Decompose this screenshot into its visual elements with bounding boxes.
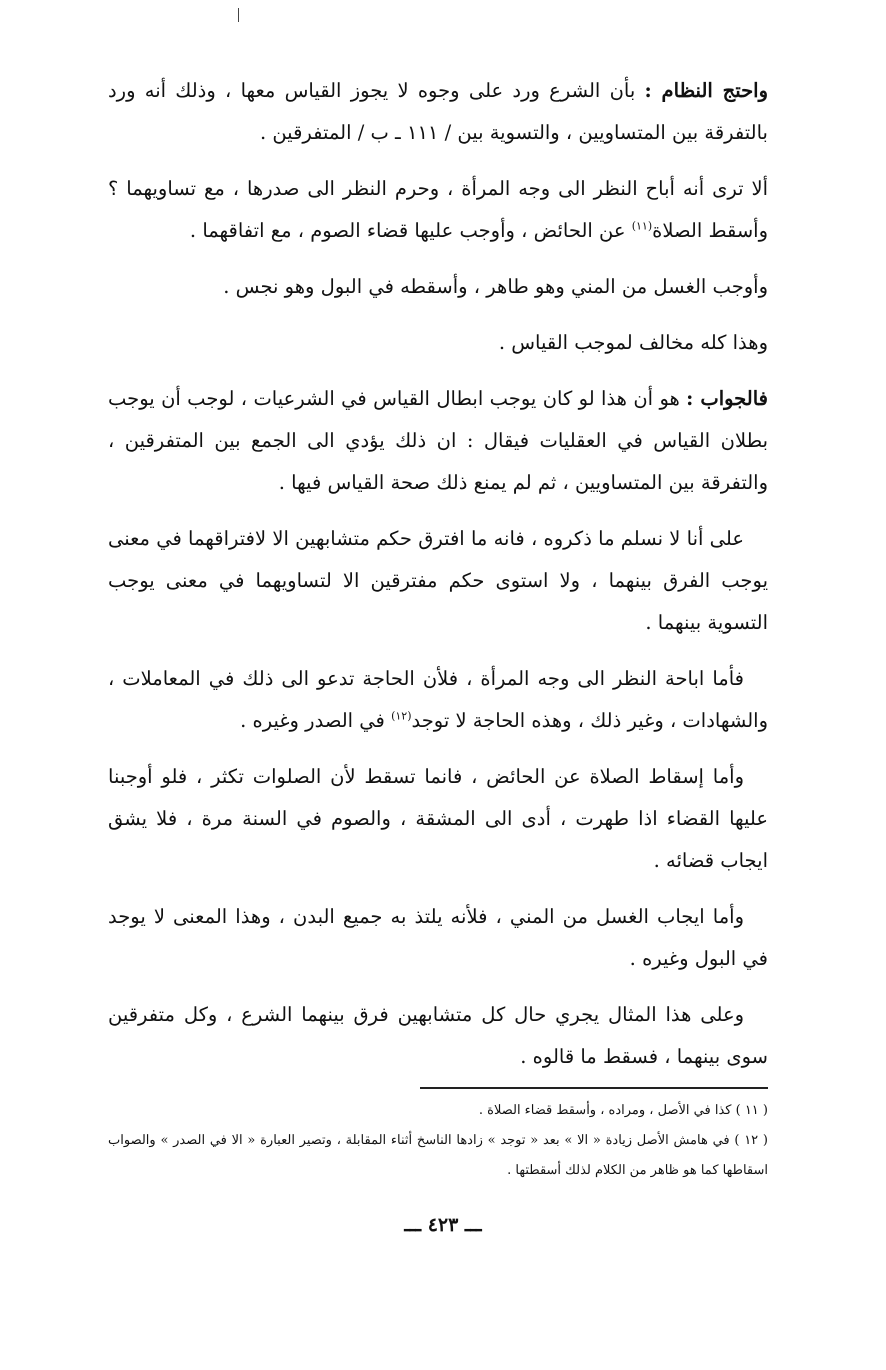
footnote-12: ( ١٢ ) في هامش الأصل زيادة « الا » بعد « توجد » زادها الناسخ أثناء المقابلة ، وتصير العبارة « الا في الصدر » والصواب اسقاطها كما هو ظاهر من الكلام لذلك أسقطتها . [108,1133,768,1178]
paragraph-text: ألا ترى أنه أباح النظر الى وجه المرأة ، وحرم النظر الى صدرها ، مع تساويهما ؟ وأسقط الصلاة [108,177,768,242]
paragraph-text: بأن الشرع ورد على وجوه لا يجوز القياس معها ، وذلك أنه ورد بالتفرقة بين المتساويين ، والتسوية بين / ١١١ ـ ب / المتفرقين . [108,79,768,144]
paragraph-text: هو أن هذا لو كان يوجب ابطال القياس في الشرعيات ، لوجب أن يوجب بطلان القياس في العقليات فيقال : ان ذلك يؤدي الى الجمع بين المتفرقين ، والتفرقة بين المتساويين ، ثم لم يمنع ذلك صحة القياس فيها . [108,387,768,494]
paragraph-text: وعلى هذا المثال يجري حال كل متشابهين فرق بينهما الشرع ، وكل متفرقين سوى بينهما ، فسقط ما قالوه . [108,1003,768,1068]
paragraph-nazzam-argument [108,70,768,154]
footnote-11: ( ١١ ) كذا في الأصل ، ومراده ، وأسقط قضاء الصلاة . [478,1103,768,1118]
paragraph-ghusl [108,266,768,308]
paragraph-text: وأما ايجاب الغسل من المني ، فلأنه يلتذ به جميع البدن ، وهذا المعنى لا يوجد في البول وغيره . [108,905,768,970]
keyword-lead: فالجواب : [686,387,768,410]
page-number: ـــ ٤٢٣ ـــ [404,1214,482,1236]
footnote-divider [420,1087,768,1089]
paragraph-text: وأما إسقاط الصلاة عن الحائض ، فانما تسقط لأن الصلوات تكثر ، فلو أوجبنا عليها القضاء اذا طهرت ، أدى الى المشقة ، والصوم في السنة مرة ، فلا يشق ايجاب قضائه . [108,765,768,872]
paragraph-text: فأما اباحة النظر الى وجه المرأة ، فلأن الحاجة تدعو الى ذلك في المعاملات ، والشهادات ، وغير ذلك ، وهذه الحاجة لا توجد [108,667,768,732]
paragraph-prayer-drop [108,756,768,882]
paragraph-ghusl-reason [108,896,768,980]
scan-mark [238,8,239,22]
footnote-ref-12: (١٢) [391,709,412,723]
paragraph-text-tail: في الصدر وغيره . [240,709,392,732]
paragraph-text-tail: عن الحائض ، وأوجب عليها قضاء الصوم ، مع اتفاقهما . [189,219,632,242]
paragraph-final [108,994,768,1078]
paragraph-conclusion-objection [108,322,768,364]
main-text [108,70,768,1092]
keyword-lead: واحتج النظام : [644,79,769,102]
paragraph-examples [108,168,768,252]
paragraph-text: وأوجب الغسل من المني وهو طاهر ، وأسقطه في البول وهو نجس . [223,275,768,298]
paragraph-gaze-permission [108,658,768,742]
footnote-ref-11: (١١) [631,219,653,233]
footnotes [108,1096,768,1186]
paragraph-rebuttal [108,518,768,644]
paragraph-answer [108,378,768,504]
paragraph-text: على أنا لا نسلم ما ذكروه ، فانه ما افترق حكم متشابهين الا لافتراقهما في معنى يوجب الفرق بينهما ، ولا استوى حكم مفترقين الا لتساويهما في معنى يوجب التسوية بينهما . [108,527,768,634]
paragraph-text: وهذا كله مخالف لموجب القياس . [498,331,768,354]
